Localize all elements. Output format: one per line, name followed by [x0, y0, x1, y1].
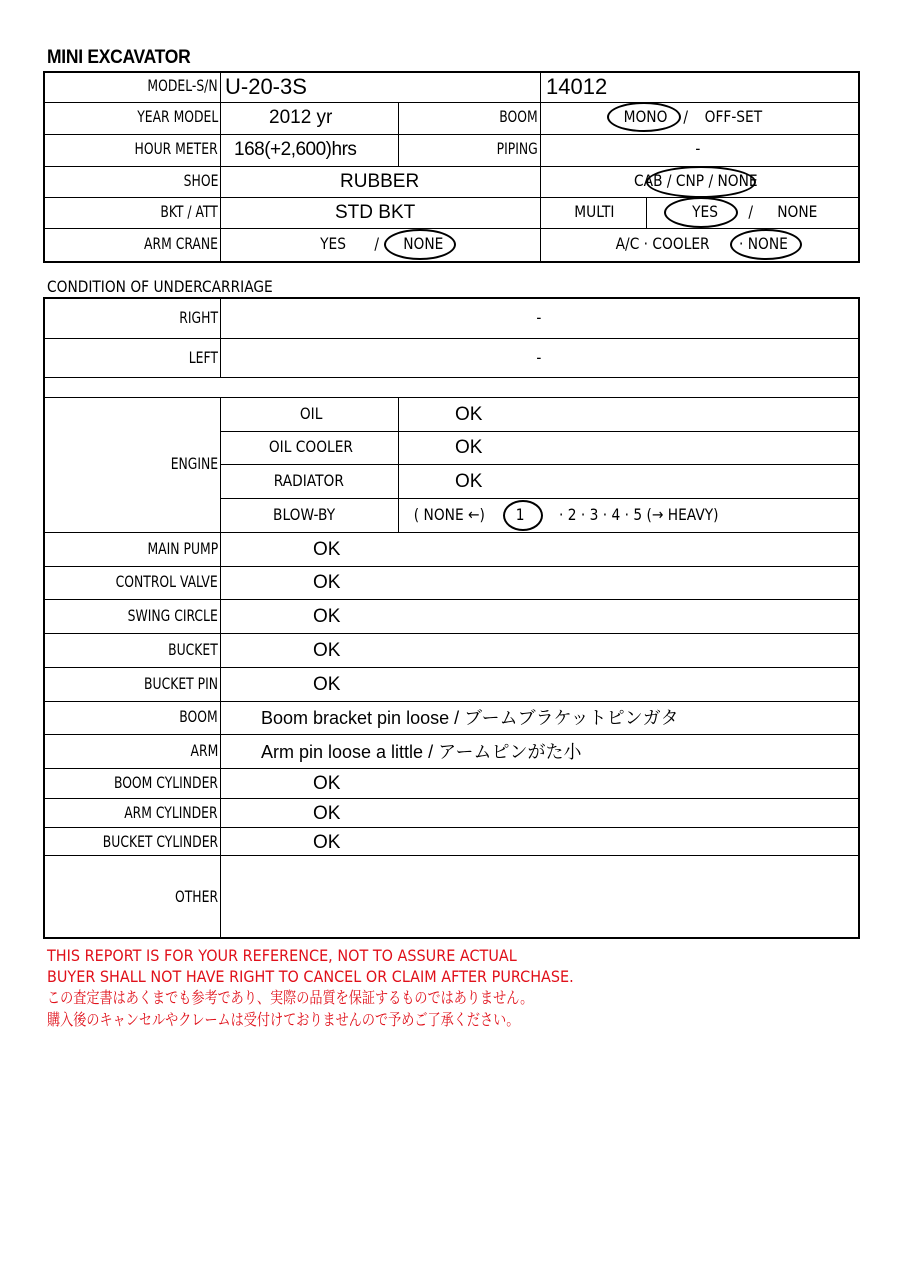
engine-oil-cooler-label: OIL COOLER: [268, 437, 353, 456]
multi-label: MULTI: [574, 202, 615, 221]
cab-cnp-circle-mark: [646, 166, 756, 198]
undercarriage-left-value: -: [536, 348, 542, 367]
arm-crane-option-yes: YES: [320, 234, 346, 253]
boom-option-offset: OFF-SET: [704, 107, 763, 126]
main-pump-value: OK: [313, 539, 341, 560]
multi-option-yes: YES: [692, 202, 718, 221]
ac-option-none: · NONE: [738, 234, 788, 253]
boom-cylinder-label: BOOM CYLINDER: [113, 773, 218, 792]
ac-none-circle-mark: [730, 229, 802, 260]
boom-option-separator: /: [683, 107, 689, 126]
disclaimer-line-1: THIS REPORT IS FOR YOUR REFERENCE, NOT TO ASSURE ACTUAL: [47, 946, 517, 965]
swing-circle-value: OK: [313, 606, 341, 627]
hour-meter-label: HOUR METER: [134, 139, 218, 158]
hour-meter-value: 168(+2,600)hrs: [234, 139, 357, 160]
boom-option-mono: MONO: [623, 107, 668, 126]
blowby-levels-rest: · 2 · 3 · 4 · 5 (→ HEAVY): [558, 505, 719, 524]
engine-oil-cooler-value: OK: [455, 437, 483, 458]
shoe-label: SHOE: [183, 171, 218, 190]
arm-value: Arm pin loose a little / アームピンがた小: [261, 742, 582, 762]
piping-label: PIPING: [496, 139, 538, 158]
model-value: U-20-3S: [225, 74, 307, 99]
arm-cylinder-value: OK: [313, 803, 341, 824]
arm-crane-option-none: NONE: [403, 234, 444, 253]
bucket-label: BUCKET: [168, 640, 218, 659]
disclaimer-line-4: 購入後のキャンセルやクレームは受付けておりませんので予めご了承ください。: [47, 1010, 520, 1029]
serial-number: 14012: [546, 74, 608, 99]
multi-separator: /: [748, 202, 754, 221]
ac-cooler-label: A/C · COOLER: [615, 234, 710, 253]
swing-circle-label: SWING CIRCLE: [127, 606, 218, 625]
undercarriage-right-value: -: [536, 308, 542, 327]
cab-options: CAB / CNP / NONE: [634, 171, 758, 190]
undercarriage-left-label: LEFT: [188, 348, 218, 367]
multi-option-none: NONE: [777, 202, 818, 221]
arm-crane-separator: /: [374, 234, 380, 253]
model-label: MODEL-S/N: [147, 76, 218, 95]
undercarriage-right-label: RIGHT: [179, 308, 218, 327]
boom-mono-circle-mark: [607, 102, 681, 132]
control-valve-label: CONTROL VALVE: [115, 572, 218, 591]
boom-label: BOOM: [179, 707, 218, 726]
engine-oil-label: OIL: [299, 404, 323, 423]
bkt-att-label: BKT / ATT: [160, 202, 218, 221]
bucket-pin-value: OK: [313, 674, 341, 695]
arm-label: ARM: [190, 741, 218, 760]
piping-value: -: [695, 139, 701, 158]
bucket-value: OK: [313, 640, 341, 661]
engine-radiator-value: OK: [455, 471, 483, 492]
bkt-att-value: STD BKT: [335, 202, 416, 223]
year-model-value: 2012 yr: [269, 107, 333, 128]
boom-cylinder-value: OK: [313, 773, 341, 794]
engine-blowby-label: BLOW-BY: [273, 505, 336, 524]
blowby-level-1: 1: [515, 505, 525, 524]
engine-label: ENGINE: [170, 454, 218, 473]
other-label: OTHER: [174, 887, 218, 906]
arm-crane-none-circle-mark: [384, 229, 456, 260]
disclaimer-line-2: BUYER SHALL NOT HAVE RIGHT TO CANCEL OR CLAIM AFTER PURCHASE.: [47, 967, 574, 986]
blowby-1-circle-mark: [503, 500, 543, 531]
year-model-label: YEAR MODEL: [136, 107, 218, 126]
main-pump-label: MAIN PUMP: [147, 539, 218, 558]
control-valve-value: OK: [313, 572, 341, 593]
boom-value: Boom bracket pin loose / ブームブラケットピンガタ: [261, 708, 679, 728]
blowby-none-option: ( NONE ←): [413, 505, 485, 524]
undercarriage-heading: CONDITION OF UNDERCARRIAGE: [47, 277, 273, 296]
page-title: MINI EXCAVATOR: [47, 47, 191, 68]
arm-crane-label: ARM CRANE: [144, 234, 218, 253]
bucket-cylinder-value: OK: [313, 832, 341, 853]
shoe-value: RUBBER: [340, 171, 420, 192]
engine-oil-value: OK: [455, 404, 483, 425]
boom-type-label: BOOM: [499, 107, 538, 126]
multi-yes-circle-mark: [664, 197, 738, 228]
bucket-cylinder-label: BUCKET CYLINDER: [102, 832, 218, 851]
arm-cylinder-label: ARM CYLINDER: [124, 803, 218, 822]
engine-radiator-label: RADIATOR: [273, 471, 344, 490]
disclaimer-line-3: この査定書はあくまでも参考であり、実際の品質を保証するものではありません。: [47, 988, 534, 1007]
bucket-pin-label: BUCKET PIN: [143, 674, 218, 693]
